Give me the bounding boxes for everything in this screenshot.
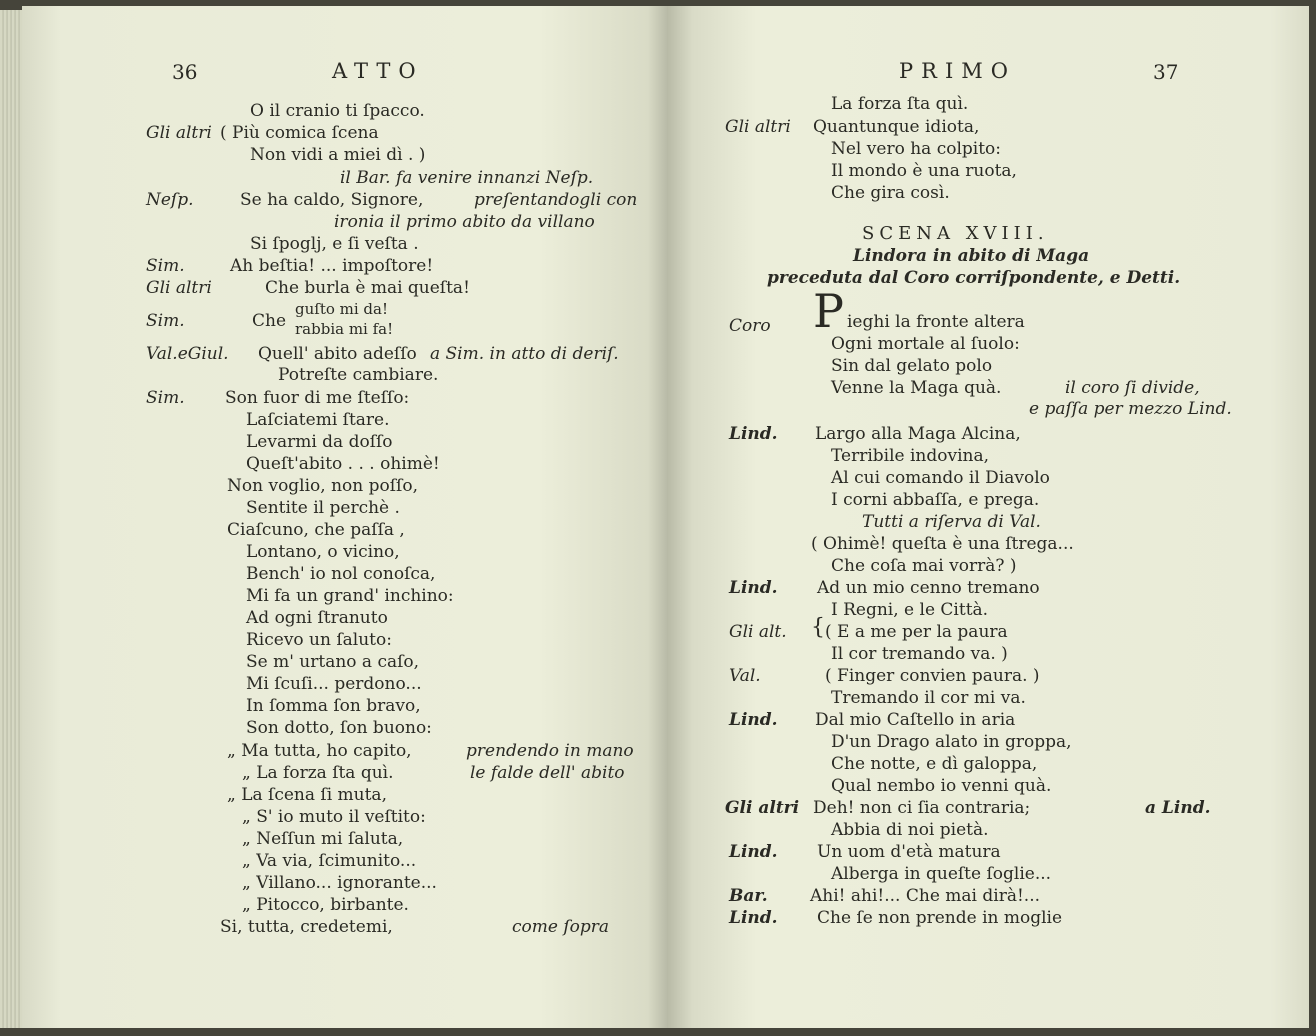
text-line: Queſt'abito . . . ohimè! <box>246 454 440 474</box>
stage-direction: Tutti a riſerva di Val. <box>862 512 1041 532</box>
stage-direction: a Sim. in atto di deriſ. <box>430 344 619 364</box>
text-line: Se m' urtano a caſo, <box>246 652 420 672</box>
text-line: Che gira così. <box>831 183 950 203</box>
stage-direction: prendendo in mano <box>466 741 634 761</box>
speaker-label: Sim. <box>146 388 185 408</box>
text-line: Qual nembo io venni quà. <box>831 776 1052 796</box>
text-line: „ S' io muto il veſtito: <box>242 807 426 827</box>
drop-cap: P <box>813 284 844 338</box>
speaker-label: Lind. <box>729 578 778 598</box>
text-line: ( Ohimè! queſta è una ſtrega... <box>811 534 1074 554</box>
text-line: Son dotto, ſon buono: <box>246 718 432 738</box>
page-number: 37 <box>1153 60 1179 84</box>
speaker-label: Lind. <box>729 710 778 730</box>
speaker-label: Gli altri <box>725 798 800 818</box>
scene-subheading: preceduta dal Coro corriſpondente, e Detti. <box>767 268 1181 288</box>
text-line: Si ſpoglj, e ſi veſta . <box>250 234 419 254</box>
text-line: ( Più comica ſcena <box>220 123 379 143</box>
stage-direction: come ſopra <box>512 917 610 937</box>
left-page <box>22 6 667 1028</box>
speaker-label: Sim. <box>146 311 185 331</box>
stage-direction: il coro ſi divide, <box>1065 378 1200 398</box>
text-line: Quantunque idiota, <box>813 117 980 137</box>
right-page <box>667 6 1309 1028</box>
text-line: Son fuor di me ſteſſo: <box>225 388 410 408</box>
brace-glyph: { <box>811 615 825 640</box>
text-line: „ Ma tutta, ho capito, <box>227 741 412 761</box>
stage-direction: e paſſa per mezzo Lind. <box>1029 399 1232 419</box>
text-line: Levarmi da doſſo <box>246 432 393 452</box>
speaker-label: Gli altri <box>146 278 212 298</box>
text-line: Non voglio, non poſſo, <box>227 476 418 496</box>
text-line: ( Finger convien paura. ) <box>825 666 1040 686</box>
text-line: Terribile indovina, <box>831 446 990 466</box>
text-line: Ciaſcuno, che paſſa , <box>227 520 405 540</box>
text-line: guſto mi da! <box>295 300 389 318</box>
text-line: La forza ſta quì. <box>831 94 969 114</box>
text-line: Lontano, o vicino, <box>246 542 400 562</box>
speaker-label: Lind. <box>729 842 778 862</box>
text-line: Tremando il cor mi va. <box>831 688 1026 708</box>
speaker-label: Gli altri <box>725 117 791 137</box>
text-line: Potreſte cambiare. <box>278 365 439 385</box>
text-line: Quell' abito adeſſo <box>258 344 417 364</box>
text-line: Laſciatemi ſtare. <box>246 410 390 430</box>
text-line: Sentite il perchè . <box>246 498 400 518</box>
text-line: Mi fa un grand' inchino: <box>246 586 454 606</box>
text-line: O il cranio ti ſpacco. <box>250 101 425 121</box>
text-line: Largo alla Maga Alcina, <box>815 424 1021 444</box>
text-line: Nel vero ha colpito: <box>831 139 1001 159</box>
stage-direction: le falde dell' abito <box>470 763 625 783</box>
text-line: Se ha caldo, Signore, <box>240 190 424 210</box>
text-line: I Regni, e le Città. <box>831 600 989 620</box>
text-line: Il mondo è una ruota, <box>831 161 1017 181</box>
text-line: Ahi! ahi!... Che mai dirà!... <box>810 886 1041 906</box>
text-line: „ La ſcena ſi muta, <box>227 785 387 805</box>
page-edges <box>0 10 22 1028</box>
scene-heading: SCENA XVIII. <box>862 223 1049 244</box>
text-line: Che coſa mai vorrà? ) <box>831 556 1017 576</box>
speaker-label: Lind. <box>729 424 778 444</box>
text-line: Bench' io nol conoſca, <box>246 564 436 584</box>
speaker-label: Coro <box>729 316 771 336</box>
speaker-label: Val.eGiul. <box>146 344 229 364</box>
text-line: „ Villano... ignorante... <box>242 873 437 893</box>
text-line: I corni abbaſſa, e prega. <box>831 490 1040 510</box>
text-line: „ Va via, ſcimunito... <box>242 851 417 871</box>
text-line: Si, tutta, credetemi, <box>220 917 393 937</box>
page-number: 36 <box>172 60 198 84</box>
speaker-label: Neſp. <box>146 190 194 210</box>
text-line: Ogni mortale al ſuolo: <box>831 334 1020 354</box>
text-line: Deh! non ci ſia contraria; <box>813 798 1031 818</box>
stage-direction: il Bar. fa venire innanzi Neſp. <box>340 168 594 188</box>
text-line: D'un Drago alato in groppa, <box>831 732 1072 752</box>
speaker-label: Val. <box>729 666 761 686</box>
text-line: Non vidi a miei dì . ) <box>250 145 426 165</box>
stage-direction: a Lind. <box>1145 798 1211 818</box>
text-line: Che <box>252 311 287 331</box>
scene-subheading: Lindora in abito di Maga <box>853 246 1090 266</box>
speaker-label: Gli alt. <box>729 622 787 642</box>
text-line: Al cui comando il Diavolo <box>831 468 1050 488</box>
text-line: Che notte, e dì galoppa, <box>831 754 1038 774</box>
speaker-label: Gli altri <box>146 123 212 143</box>
running-head: PRIMO <box>899 59 1016 83</box>
speaker-label: Lind. <box>729 908 778 928</box>
text-line: Mi ſcuſi... perdono... <box>246 674 422 694</box>
text-line: rabbia mi fa! <box>295 320 394 338</box>
text-line: Ad ogni ſtranuto <box>246 608 388 628</box>
text-line: Che ſe non prende in moglie <box>817 908 1063 928</box>
text-line: ( E a me per la paura <box>825 622 1008 642</box>
text-line: Venne la Maga quà. <box>831 378 1002 398</box>
running-head: ATTO <box>332 59 424 83</box>
text-line: Alberga in queſte ſoglie... <box>831 864 1052 884</box>
text-line: „ Neſſun mi ſaluta, <box>242 829 404 849</box>
text-line: Un uom d'età matura <box>817 842 1001 862</box>
speaker-label: Sim. <box>146 256 185 276</box>
text-line: Ah beſtia! ... impoſtore! <box>230 256 434 276</box>
stage-direction: preſentandogli con <box>474 190 638 210</box>
text-line: Che burla è mai queſta! <box>265 278 470 298</box>
text-line: „ La forza ſta quì. <box>242 763 394 783</box>
text-line: Dal mio Caſtello in aria <box>815 710 1016 730</box>
speaker-label: Bar. <box>729 886 768 906</box>
text-line: In ſomma ſon bravo, <box>246 696 421 716</box>
text-line: „ Pitocco, birbante. <box>242 895 409 915</box>
text-line: Abbia di noi pietà. <box>831 820 989 840</box>
text-line: ieghi la fronte altera <box>847 312 1025 332</box>
text-line: Ricevo un ſaluto: <box>246 630 392 650</box>
text-line: Sin dal gelato polo <box>831 356 993 376</box>
text-line: Ad un mio cenno tremano <box>817 578 1040 598</box>
stage-direction: ironia il primo abito da villano <box>334 212 595 232</box>
text-line: Il cor tremando va. ) <box>831 644 1008 664</box>
